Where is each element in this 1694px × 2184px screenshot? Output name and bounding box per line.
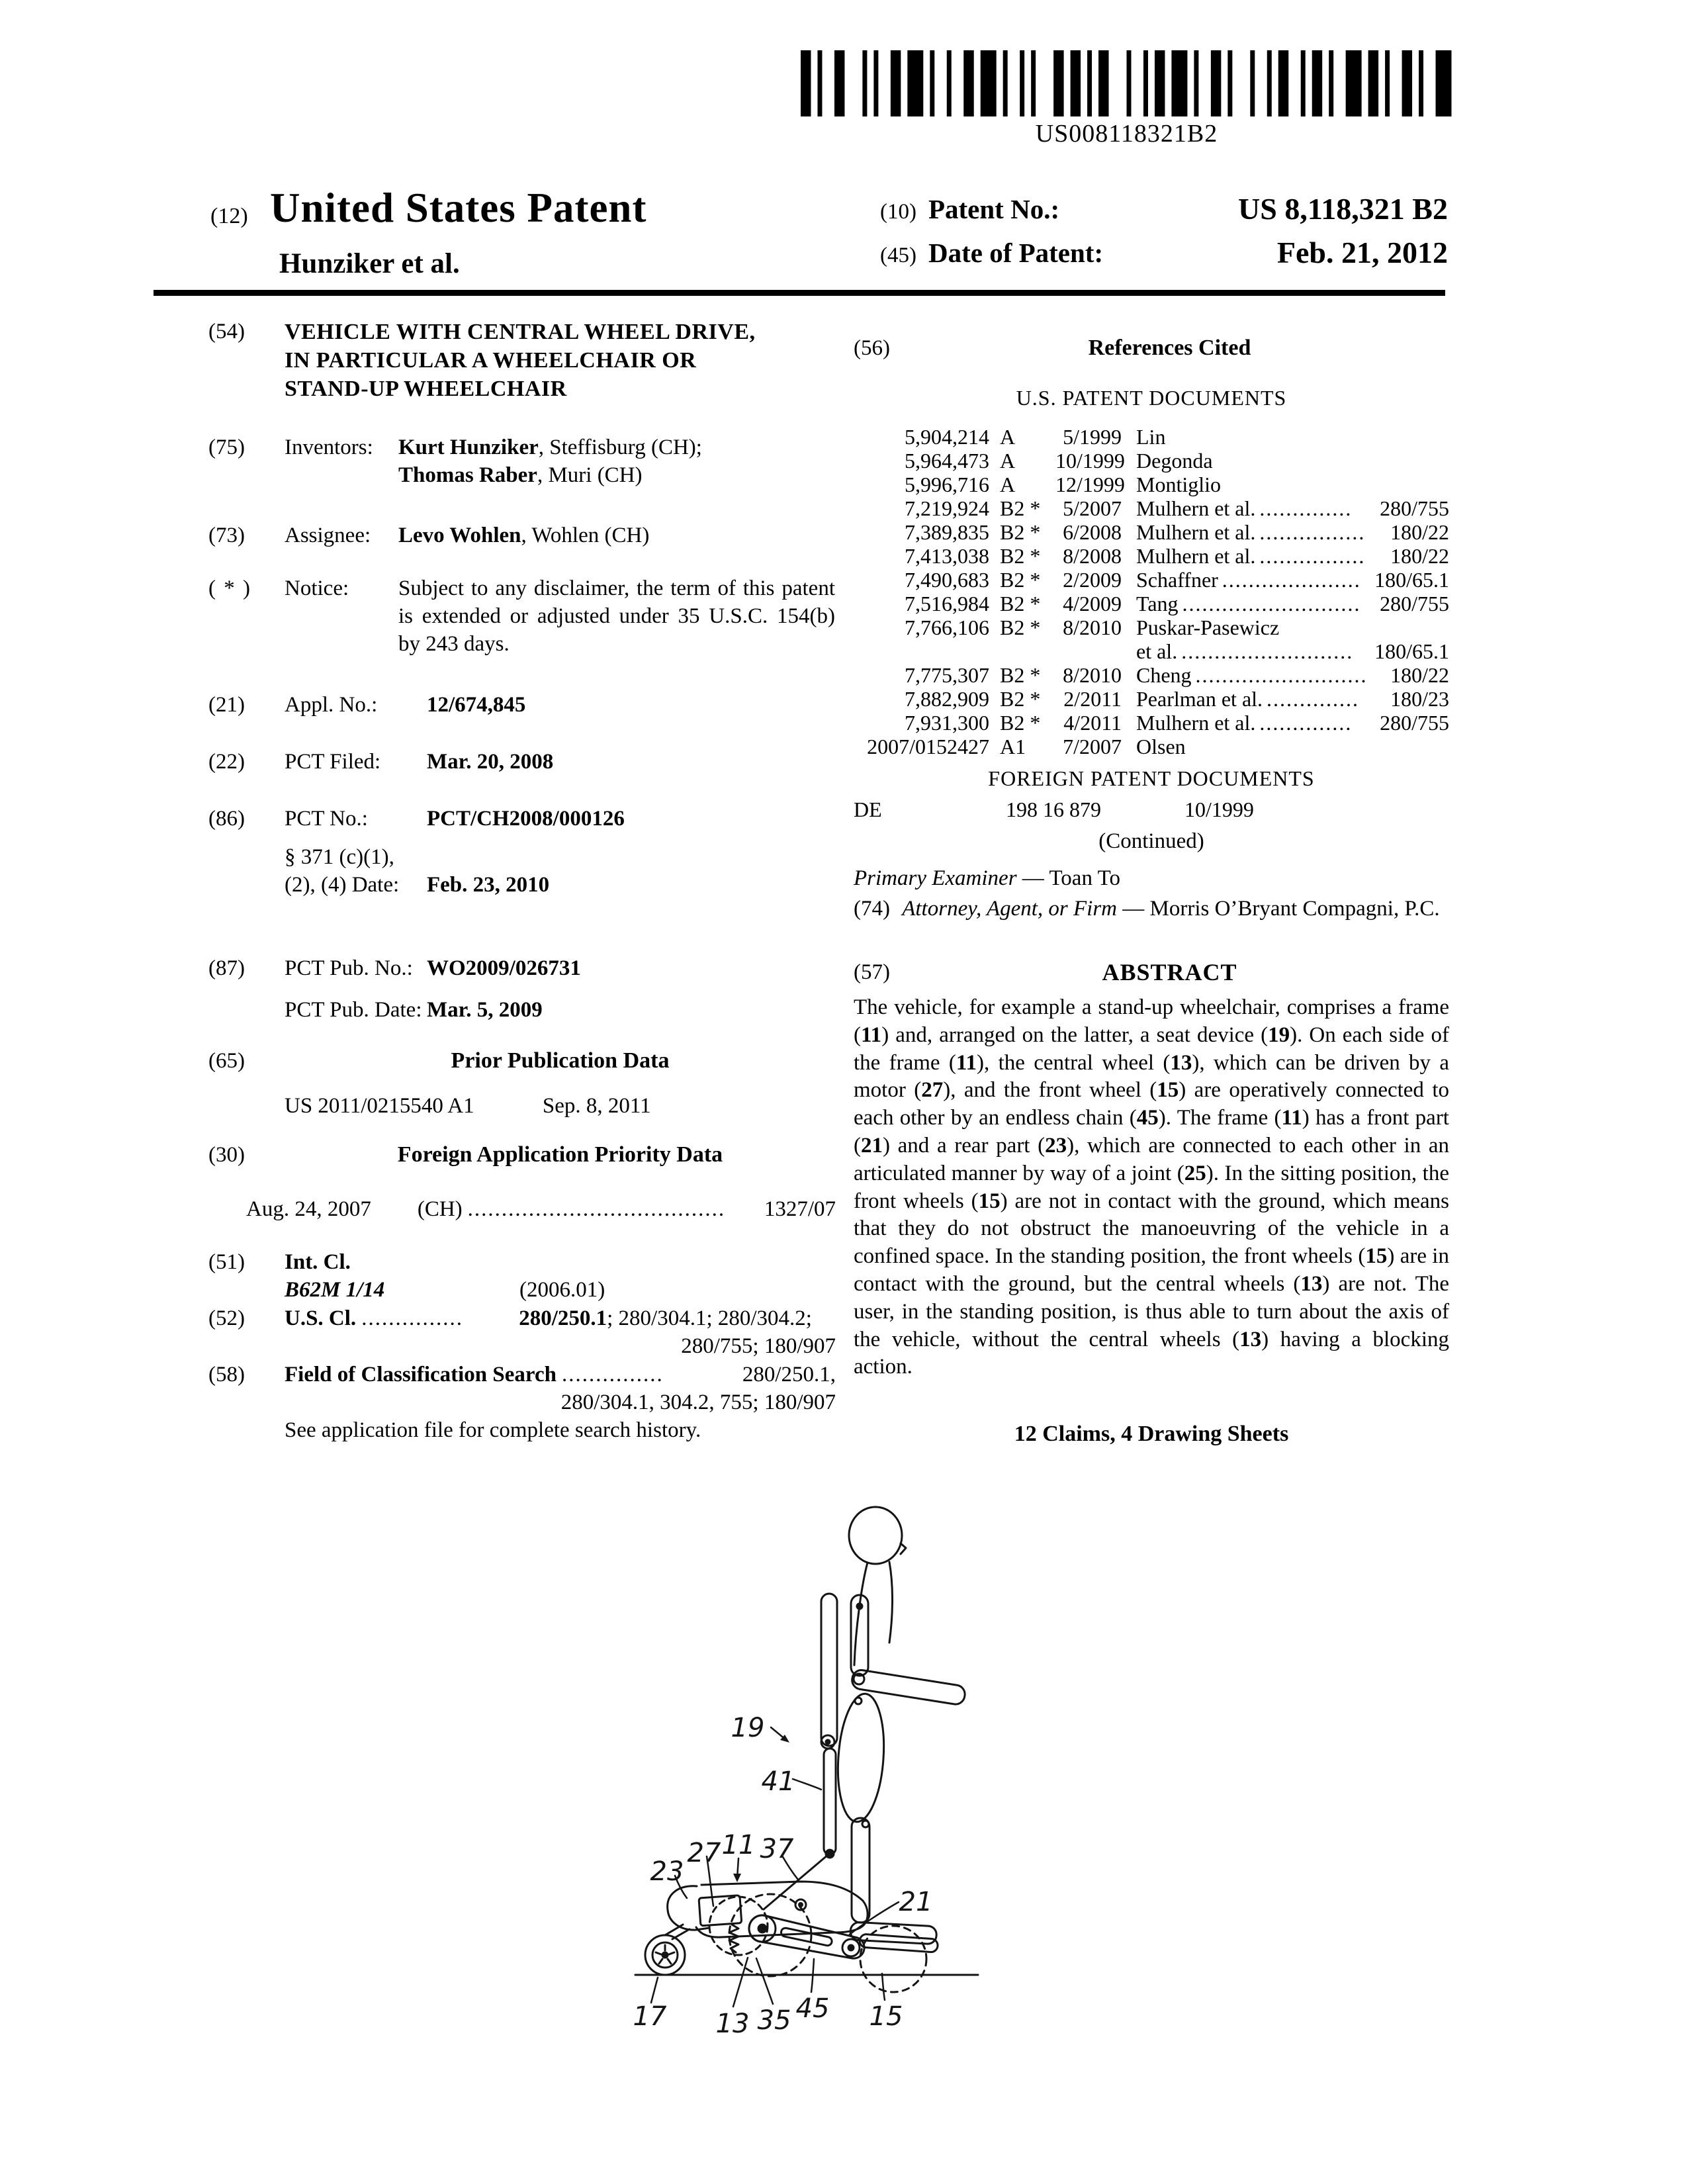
us-ref-row: 2007/0152427 A1 7/2007 Olsen	[867, 735, 1186, 758]
section-foreign-priority	[208, 1141, 836, 1223]
section-field-search	[208, 1361, 836, 1444]
us-cl-label: U.S. Cl.	[285, 1306, 357, 1330]
section-pct-no	[208, 805, 836, 833]
section-int-cl	[208, 1248, 836, 1304]
pct-filed-value: Mar. 20, 2008	[427, 750, 554, 774]
examiner-label: Primary Examiner	[854, 866, 1017, 890]
us-patents-table	[854, 425, 1449, 758]
section-references	[854, 334, 1449, 362]
pct-no-label: PCT No.:	[285, 807, 368, 831]
assignee-value: Levo Wohlen, Wohlen (CH)	[398, 523, 650, 547]
prior-pub-heading: Prior Publication Data	[451, 1048, 670, 1073]
invention-title: VEHICLE WITH CENTRAL WHEEL DRIVE, IN PARTICULAR A WHEELCHAIR OR STAND-UP WHEELCHAIR	[285, 320, 756, 401]
us-ref-row: 7,389,835 B2 * 6/2008 Mulhern et al. ................ 180/22	[905, 520, 1449, 544]
figure-label: 17	[633, 2001, 667, 2032]
section-inventors	[208, 433, 836, 489]
section-code: (73)	[208, 523, 245, 547]
section-371	[208, 843, 836, 899]
attorney-line	[854, 895, 1449, 923]
claims-line: 12 Claims, 4 Drawing Sheets	[1014, 1422, 1289, 1446]
section-assignee	[208, 522, 836, 549]
document-type: United States Patent	[270, 185, 647, 231]
figure-label: 37	[760, 1834, 794, 1864]
figure-label: 21	[899, 1887, 933, 1917]
section-code: (75)	[208, 435, 245, 459]
section-code: (22)	[208, 750, 245, 774]
section-pct-pub	[208, 954, 836, 1024]
patent-no-value: US 8,118,321 B2	[1238, 192, 1448, 226]
continued-note: (Continued)	[1098, 829, 1204, 853]
figure-label: 41	[761, 1766, 795, 1797]
section-title	[208, 318, 836, 403]
kind-code: (12)	[210, 204, 248, 228]
us-cl-line2: 280/755; 180/907	[681, 1334, 836, 1358]
us-ref-row: 7,775,307 B2 * 8/2010 Cheng .......................... 180/22	[905, 663, 1449, 687]
notice-label: Notice:	[285, 576, 349, 600]
field-search-note: See application file for complete search history.	[285, 1418, 701, 1442]
prior-pub-date: Sep. 8, 2011	[542, 1094, 651, 1118]
section-pct-filed	[208, 748, 836, 776]
inventors-value: Kurt Hunziker, Steffisburg (CH); Thomas Raber, Muri (CH)	[398, 435, 702, 487]
examiner-name: — Toan To	[1016, 866, 1120, 890]
attorney-firm: — Morris O’Bryant Compagni, P.C.	[1117, 897, 1440, 921]
foreign-ref-row: DE 198 16 879 10/1999	[854, 797, 1254, 821]
appl-no-label: Appl. No.:	[285, 693, 378, 717]
section-notice	[208, 574, 836, 658]
us-ref-row: 5,996,716 A 12/1999 Montiglio	[905, 473, 1222, 496]
section-code: (87)	[208, 956, 245, 980]
abstract-text: The vehicle, for example a stand-up wheelchair, comprises a frame (11) and, arranged on the latter, a seat device (19). On each side of the frame (11), the central wheel (13), which can be driven by a motor (27), and the front wheel (15) are operatively connected to each other by an endless chain (45). The frame (11) has a front part (21) and a rear part (23), which are connected to each other in an articulated manner by way of a joint (25). In the sitting position, the front wheels (15) are not in contact with the ground, which means that they do not obstruct the manoeuvring of the vehicle in a confined space. In the standing position, the front wheels (15) are in contact with the ground, but the central wheels (13) are not. The user, in the standing position, is thus able to turn about the axis of the vehicle, without the central wheels (13) having a blocking action.	[854, 995, 1450, 1379]
us-ref-row: 7,516,984 B2 * 4/2009 Tang ........................... 280/755	[905, 592, 1449, 615]
us-ref-row: 7,931,300 B2 * 4/2011 Mulhern et al. .............. 280/755	[905, 711, 1449, 735]
section-us-cl: (52) U.S. Cl. ............... 280/250.1; 280/304.1; 280/304.2; 280/755; 180/907	[208, 1304, 836, 1360]
dot-leaders: ...............	[561, 1363, 664, 1387]
patent-figure-drawing	[609, 1496, 1019, 2052]
header-divider	[154, 290, 1445, 296]
us-ref-row: et al. .......................... 180/65.1	[1136, 639, 1449, 663]
section-code: ( * )	[208, 576, 251, 600]
pct-pub-no-value: WO2009/026731	[427, 956, 581, 980]
barcode	[801, 50, 1452, 116]
mannequin-figure	[834, 1507, 966, 1944]
inventors-label: Inventors:	[285, 435, 373, 459]
section-code: (21)	[208, 693, 245, 717]
date-code: (45)	[880, 244, 916, 267]
figure-label: 27	[687, 1838, 721, 1868]
us-ref-row: 7,882,909 B2 * 2/2011 Pearlman et al. .............. 180/23	[905, 687, 1449, 711]
figure-label: 19	[731, 1713, 765, 1743]
appl-no-value: 12/674,845	[427, 693, 526, 717]
section-code: (30)	[208, 1143, 245, 1167]
figure-label: 11	[721, 1830, 756, 1860]
int-cl-class: B62M 1/14	[285, 1278, 385, 1302]
us-ref-row: 7,219,924 B2 * 5/2007 Mulhern et al. .............. 280/755	[905, 496, 1449, 520]
field-search-line2: 280/304.1, 304.2, 755; 180/907	[560, 1390, 836, 1414]
barcode-number: US008118321B2	[1035, 120, 1218, 148]
int-cl-version: (2006.01)	[519, 1278, 605, 1302]
section-appl-no	[208, 691, 836, 719]
references-heading: References Cited	[1088, 336, 1251, 360]
foreign-priority-heading: Foreign Application Priority Data	[397, 1142, 723, 1167]
us-ref-row: 7,766,106 B2 * 8/2010 Puskar-Pasewicz	[905, 615, 1280, 639]
371-line1: § 371 (c)(1),	[285, 845, 394, 869]
primary-examiner-line	[854, 864, 1449, 892]
figure-label: 13	[715, 2009, 750, 2039]
figure-label: 23	[650, 1856, 684, 1887]
int-cl-label: Int. Cl.	[285, 1250, 351, 1274]
front-caster-wheel	[645, 1925, 690, 1975]
section-code: (54)	[208, 320, 245, 343]
section-code: (58)	[208, 1363, 245, 1387]
assignee-label: Assignee:	[285, 523, 371, 547]
prior-pub-number: US 2011/0215540 A1	[285, 1094, 474, 1118]
pct-pub-date-value: Mar. 5, 2009	[427, 998, 543, 1022]
seat-device	[821, 1594, 837, 1858]
us-ref-row: 5,964,473 A 10/1999 Degonda	[905, 449, 1213, 473]
figure-label: 15	[869, 2001, 903, 2032]
371-date-label: (2), (4) Date:	[285, 873, 400, 897]
patent-no-label: Patent No.:	[928, 194, 1060, 224]
foreign-patents-heading: FOREIGN PATENT DOCUMENTS	[988, 766, 1315, 790]
us-ref-row: 7,413,038 B2 * 8/2008 Mulhern et al. ................ 180/22	[905, 544, 1449, 568]
dot-leaders: ......................................	[467, 1197, 726, 1221]
priority-date: Aug. 24, 2007	[246, 1197, 371, 1221]
section-abstract	[854, 958, 1449, 986]
patent-date-row	[880, 237, 1448, 269]
pct-pub-date-label: PCT Pub. Date:	[285, 998, 422, 1022]
date-value: Feb. 21, 2012	[1276, 236, 1448, 269]
inventor-header-line: Hunziker et al.	[279, 248, 460, 279]
priority-number: 1327/07	[764, 1197, 836, 1221]
pct-filed-label: PCT Filed:	[285, 750, 381, 774]
section-code: (52)	[208, 1306, 245, 1330]
section-code: (86)	[208, 807, 245, 831]
field-search-line1: 280/250.1,	[742, 1363, 836, 1387]
field-search-label: Field of Classification Search	[285, 1363, 557, 1387]
371-date-value: Feb. 23, 2010	[427, 873, 550, 897]
section-prior-pub	[208, 1047, 836, 1120]
figure-label: 45	[795, 1993, 830, 2024]
section-code: (57)	[854, 960, 890, 984]
section-code: (65)	[208, 1049, 245, 1073]
figure-reference-numerals	[633, 1713, 933, 2039]
notice-text: Subject to any disclaimer, the term of this patent is extended or adjusted under 35 U.S.C. 154(b) by 243 days.	[398, 576, 835, 656]
abstract-heading: ABSTRACT	[1102, 959, 1237, 985]
attorney-label: Attorney, Agent, or Firm	[902, 897, 1118, 921]
pct-no-value: PCT/CH2008/000126	[427, 807, 625, 831]
us-patents-heading: U.S. PATENT DOCUMENTS	[1016, 386, 1287, 410]
section-code	[208, 843, 285, 899]
section-code: (56)	[854, 336, 890, 360]
dot-leaders: ...............	[361, 1306, 463, 1330]
us-ref-row: 5,904,214 A 5/1999 Lin	[905, 425, 1166, 449]
priority-country: (CH)	[417, 1197, 463, 1221]
patent-no-code: (10)	[880, 200, 916, 224]
us-ref-row: 7,490,683 B2 * 2/2009 Schaffner ..................... 180/65.1	[905, 568, 1449, 592]
date-label: Date of Patent:	[928, 238, 1104, 268]
figure-label: 35	[757, 2005, 791, 2036]
section-code: (51)	[208, 1250, 245, 1274]
pct-pub-no-label: PCT Pub. No.:	[285, 956, 413, 980]
foreign-patents-table	[854, 797, 1449, 821]
patent-number-row	[880, 193, 1448, 225]
section-code: (74)	[854, 897, 890, 921]
